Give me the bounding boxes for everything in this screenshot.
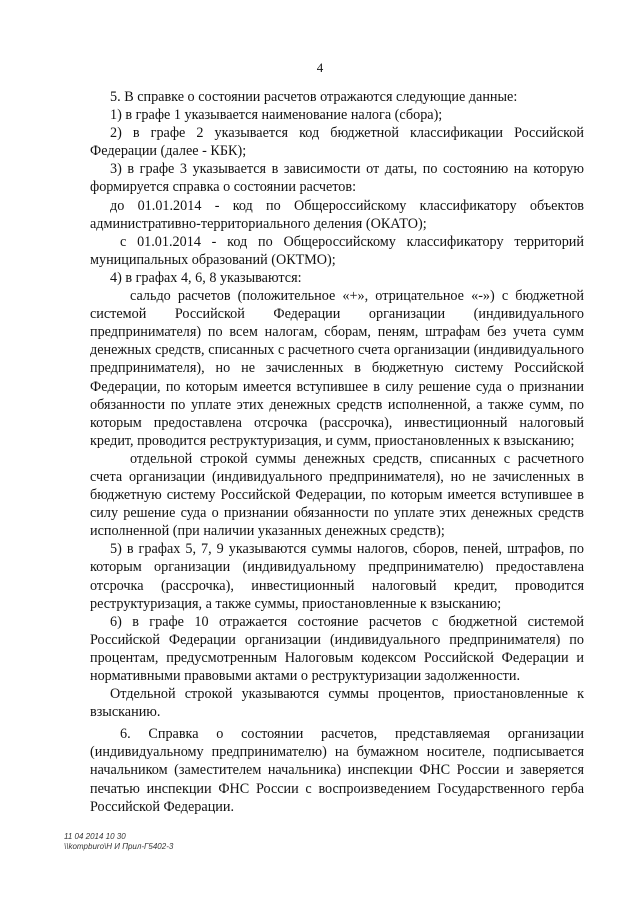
paragraph-columns-5-7-9: 5) в графах 5, 7, 9 указываются суммы налогов, сборов, пеней, штрафов, по которым организации (индивидуальному предпринимателю) предоставлена отсрочка (рассрочка), инвестиционный налоговый кредит, проводится реструктуризация, а также суммы, приостановленные к взысканию;: [90, 541, 584, 612]
paragraph-oktmo: с 01.01.2014 - код по Общероссийскому классификатору территорий муниципальных образований (ОКТМО);: [90, 233, 584, 268]
paragraph-column-10: 6) в графе 10 отражается состояние расчетов с бюджетной системой Российской Федерации организации (индивидуального предпринимателя) по процентам, предусмотренным Налоговым кодексом Российской Федерации и нормативными правовыми актами о реструктуризации задолженности.: [90, 613, 584, 684]
footer-stamp: [64, 832, 173, 852]
paragraph-columns-4-6-8: 4) в графах 4, 6, 8 указываются:: [110, 269, 302, 286]
document-body: [90, 88, 584, 816]
paragraph-section-5-intro: 5. В справке о состоянии расчетов отражаются следующие данные:: [110, 89, 518, 105]
paragraph-separate-line-funds: отдельной строкой суммы денежных средств, списанных с расчетного счета организации (индивидуального предпринимателя), но не зачисленных в бюджетную систему Российской Федерации, по которым имеется вступившее в силу решение суда о признании обязанности по уплате этих денежных средств исполненной (при наличии указанных денежных средств);: [90, 450, 584, 540]
footer-timestamp: 11 04 2014 10 30: [64, 832, 126, 841]
paragraph-separate-line-interest: Отдельной строкой указываются суммы процентов, приостановленные к взысканию.: [90, 686, 584, 721]
paragraph-section-6: 6. Справка о состоянии расчетов, представляемая организации (индивидуальному предпринимателю) на бумажном носителе, подписывается начальником (заместителем начальника) инспекции ФНС России и заверяется печатью инспекции ФНС России с воспроизведением Государственного герба Российской Федерации.: [90, 726, 584, 815]
paragraph-saldo: сальдо расчетов (положительное «+», отрицательное «-») с бюджетной системой Российской Федерации организации (индивидуального предпринимателя) по всем налогам, сборам, пеням, штрафам без учета сумм денежных средств, списанных с расчетного счета организации (индивидуального предпринимателя), но не зачисленных в бюджетную систему Российской Федерации, по которым имеется вступившее в силу решение суда о признании обязанности по уплате этих денежных средств исполненной, а также сумм, по которым предоставлена отсрочка (рассрочка), инвестиционный налоговый кредит, проводится реструктуризация, и сумм, приостановленных к взысканию;: [90, 288, 584, 449]
paragraph-column-2: 2) в графе 2 указывается код бюджетной классификации Российской Федерации (далее - КБК);: [90, 125, 584, 160]
paragraph-column-3: 3) в графе 3 указывается в зависимости от даты, по состоянию на которую формируется справка о состоянии расчетов:: [90, 161, 584, 196]
page-number: 4: [316, 60, 324, 75]
footer-file-path: \\kompburo\Н И Прил-Г5402-3: [64, 842, 174, 851]
paragraph-okato: до 01.01.2014 - код по Общероссийскому классификатору объектов административно-территориального деления (ОКАТО);: [90, 197, 584, 232]
paragraph-column-1: 1) в графе 1 указывается наименование налога (сбора);: [110, 107, 443, 124]
